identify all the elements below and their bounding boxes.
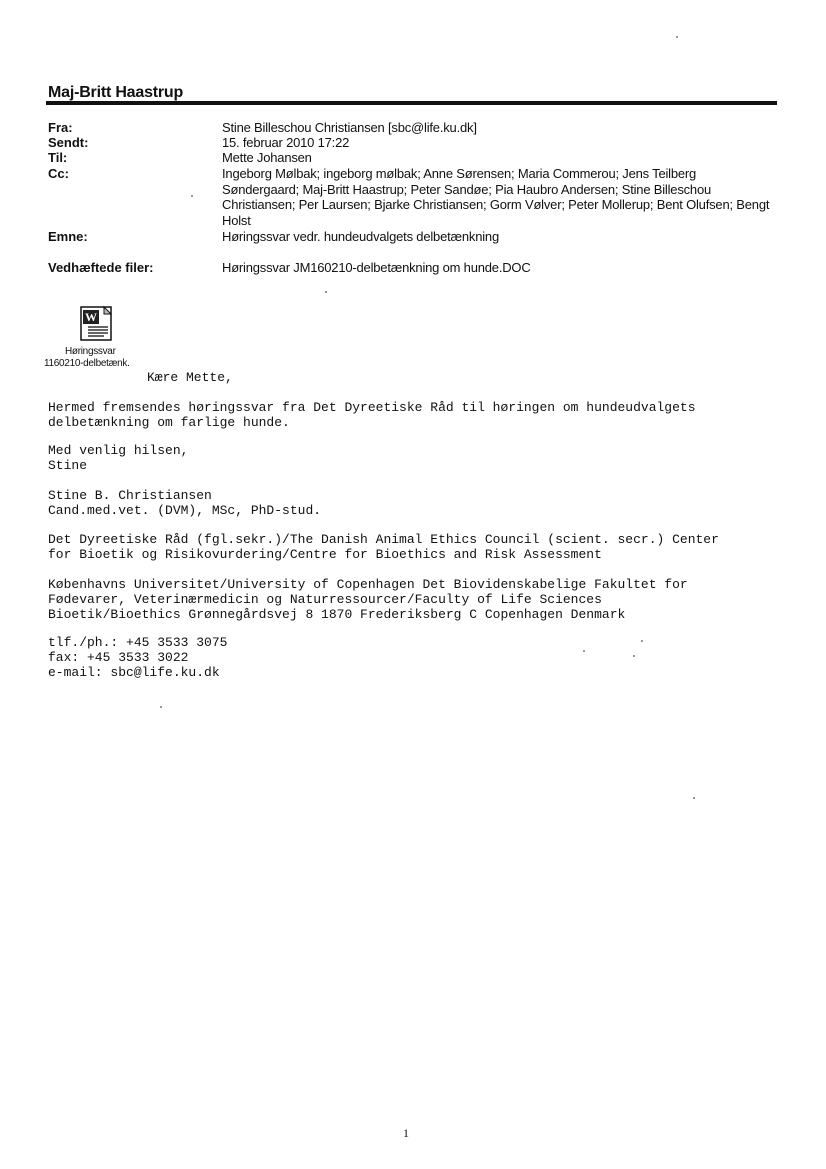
scan-speck xyxy=(160,706,162,708)
to-label: Til: xyxy=(48,150,68,165)
sent-value: 15. februar 2010 17:22 xyxy=(222,135,350,150)
subject-label: Emne: xyxy=(48,229,88,244)
signature-address: Københavns Universitet/University of Copenhagen Det Biovidenskabelige Fakultet for Fødevarer, Veterinærmedicin og Naturressourcer/Faculty of Life Sciences Bioetik/Bioethics Grønnegårdsvej 8 1870 Frederiksberg C Copenhagen Denmark xyxy=(48,577,688,622)
attachments-label: Vedhæftede filer: xyxy=(48,260,154,275)
attachments-value[interactable]: Høringssvar JM160210-delbetænkning om hunde.DOC xyxy=(222,260,531,275)
greeting: Kære Mette, xyxy=(147,370,233,385)
page-header-name: Maj-Britt Haastrup xyxy=(48,84,184,101)
closing: Med venlig hilsen, Stine xyxy=(48,443,189,473)
signature-name: Stine B. Christiansen Cand.med.vet. (DVM), MSc, PhD-stud. xyxy=(48,488,322,518)
cc-value: Ingeborg Mølbak; ingeborg mølbak; Anne Sørensen; Maria Commerou; Jens Teilberg Søndergaard; Maj-Britt Haastrup; Peter Sandøe; Pia Haubro Andersen; Stine Billeschou Christiansen; Per Laursen; Bjarke Christiansen; Gorm Vølver; Peter Mollerup; Bent Olufsen; Bengt Holst xyxy=(222,166,770,228)
from-value: Stine Billeschou Christiansen [sbc@life.ku.dk] xyxy=(222,120,477,135)
to-value: Mette Johansen xyxy=(222,150,312,165)
scan-speck xyxy=(325,291,327,293)
page-number: 1 xyxy=(403,1126,409,1140)
scan-speck xyxy=(693,797,695,799)
svg-text:W: W xyxy=(85,310,97,324)
scan-speck xyxy=(676,36,678,38)
signature-contact: tlf./ph.: +45 3533 3075 fax: +45 3533 3022 e-mail: sbc@life.ku.dk xyxy=(48,635,228,680)
attachment-caption[interactable] xyxy=(44,346,154,370)
scan-speck xyxy=(583,650,585,652)
scan-speck xyxy=(191,195,193,197)
cc-label: Cc: xyxy=(48,166,69,181)
subject-value: Høringssvar vedr. hundeudvalgets delbetænkning xyxy=(222,229,499,244)
scan-speck xyxy=(633,655,635,657)
signature-organization: Det Dyreetiske Råd (fgl.sekr.)/The Danish Animal Ethics Council (scient. secr.) Center for Bioetik og Risikovurdering/Centre for Bioethics and Risk Assessment xyxy=(48,532,719,562)
from-label: Fra: xyxy=(48,120,73,135)
word-document-icon[interactable] xyxy=(80,305,114,341)
sent-label: Sendt: xyxy=(48,135,89,150)
attachment-caption-line1: Høringssvar xyxy=(65,346,116,357)
attachment-caption-line2: 1160210-delbetænk. xyxy=(44,358,130,369)
body-paragraph: Hermed fremsendes høringssvar fra Det Dyreetiske Råd til høringen om hundeudvalgets delbetænkning om farlige hunde. xyxy=(48,400,696,430)
header-rule xyxy=(46,101,777,105)
scan-speck xyxy=(641,640,643,642)
